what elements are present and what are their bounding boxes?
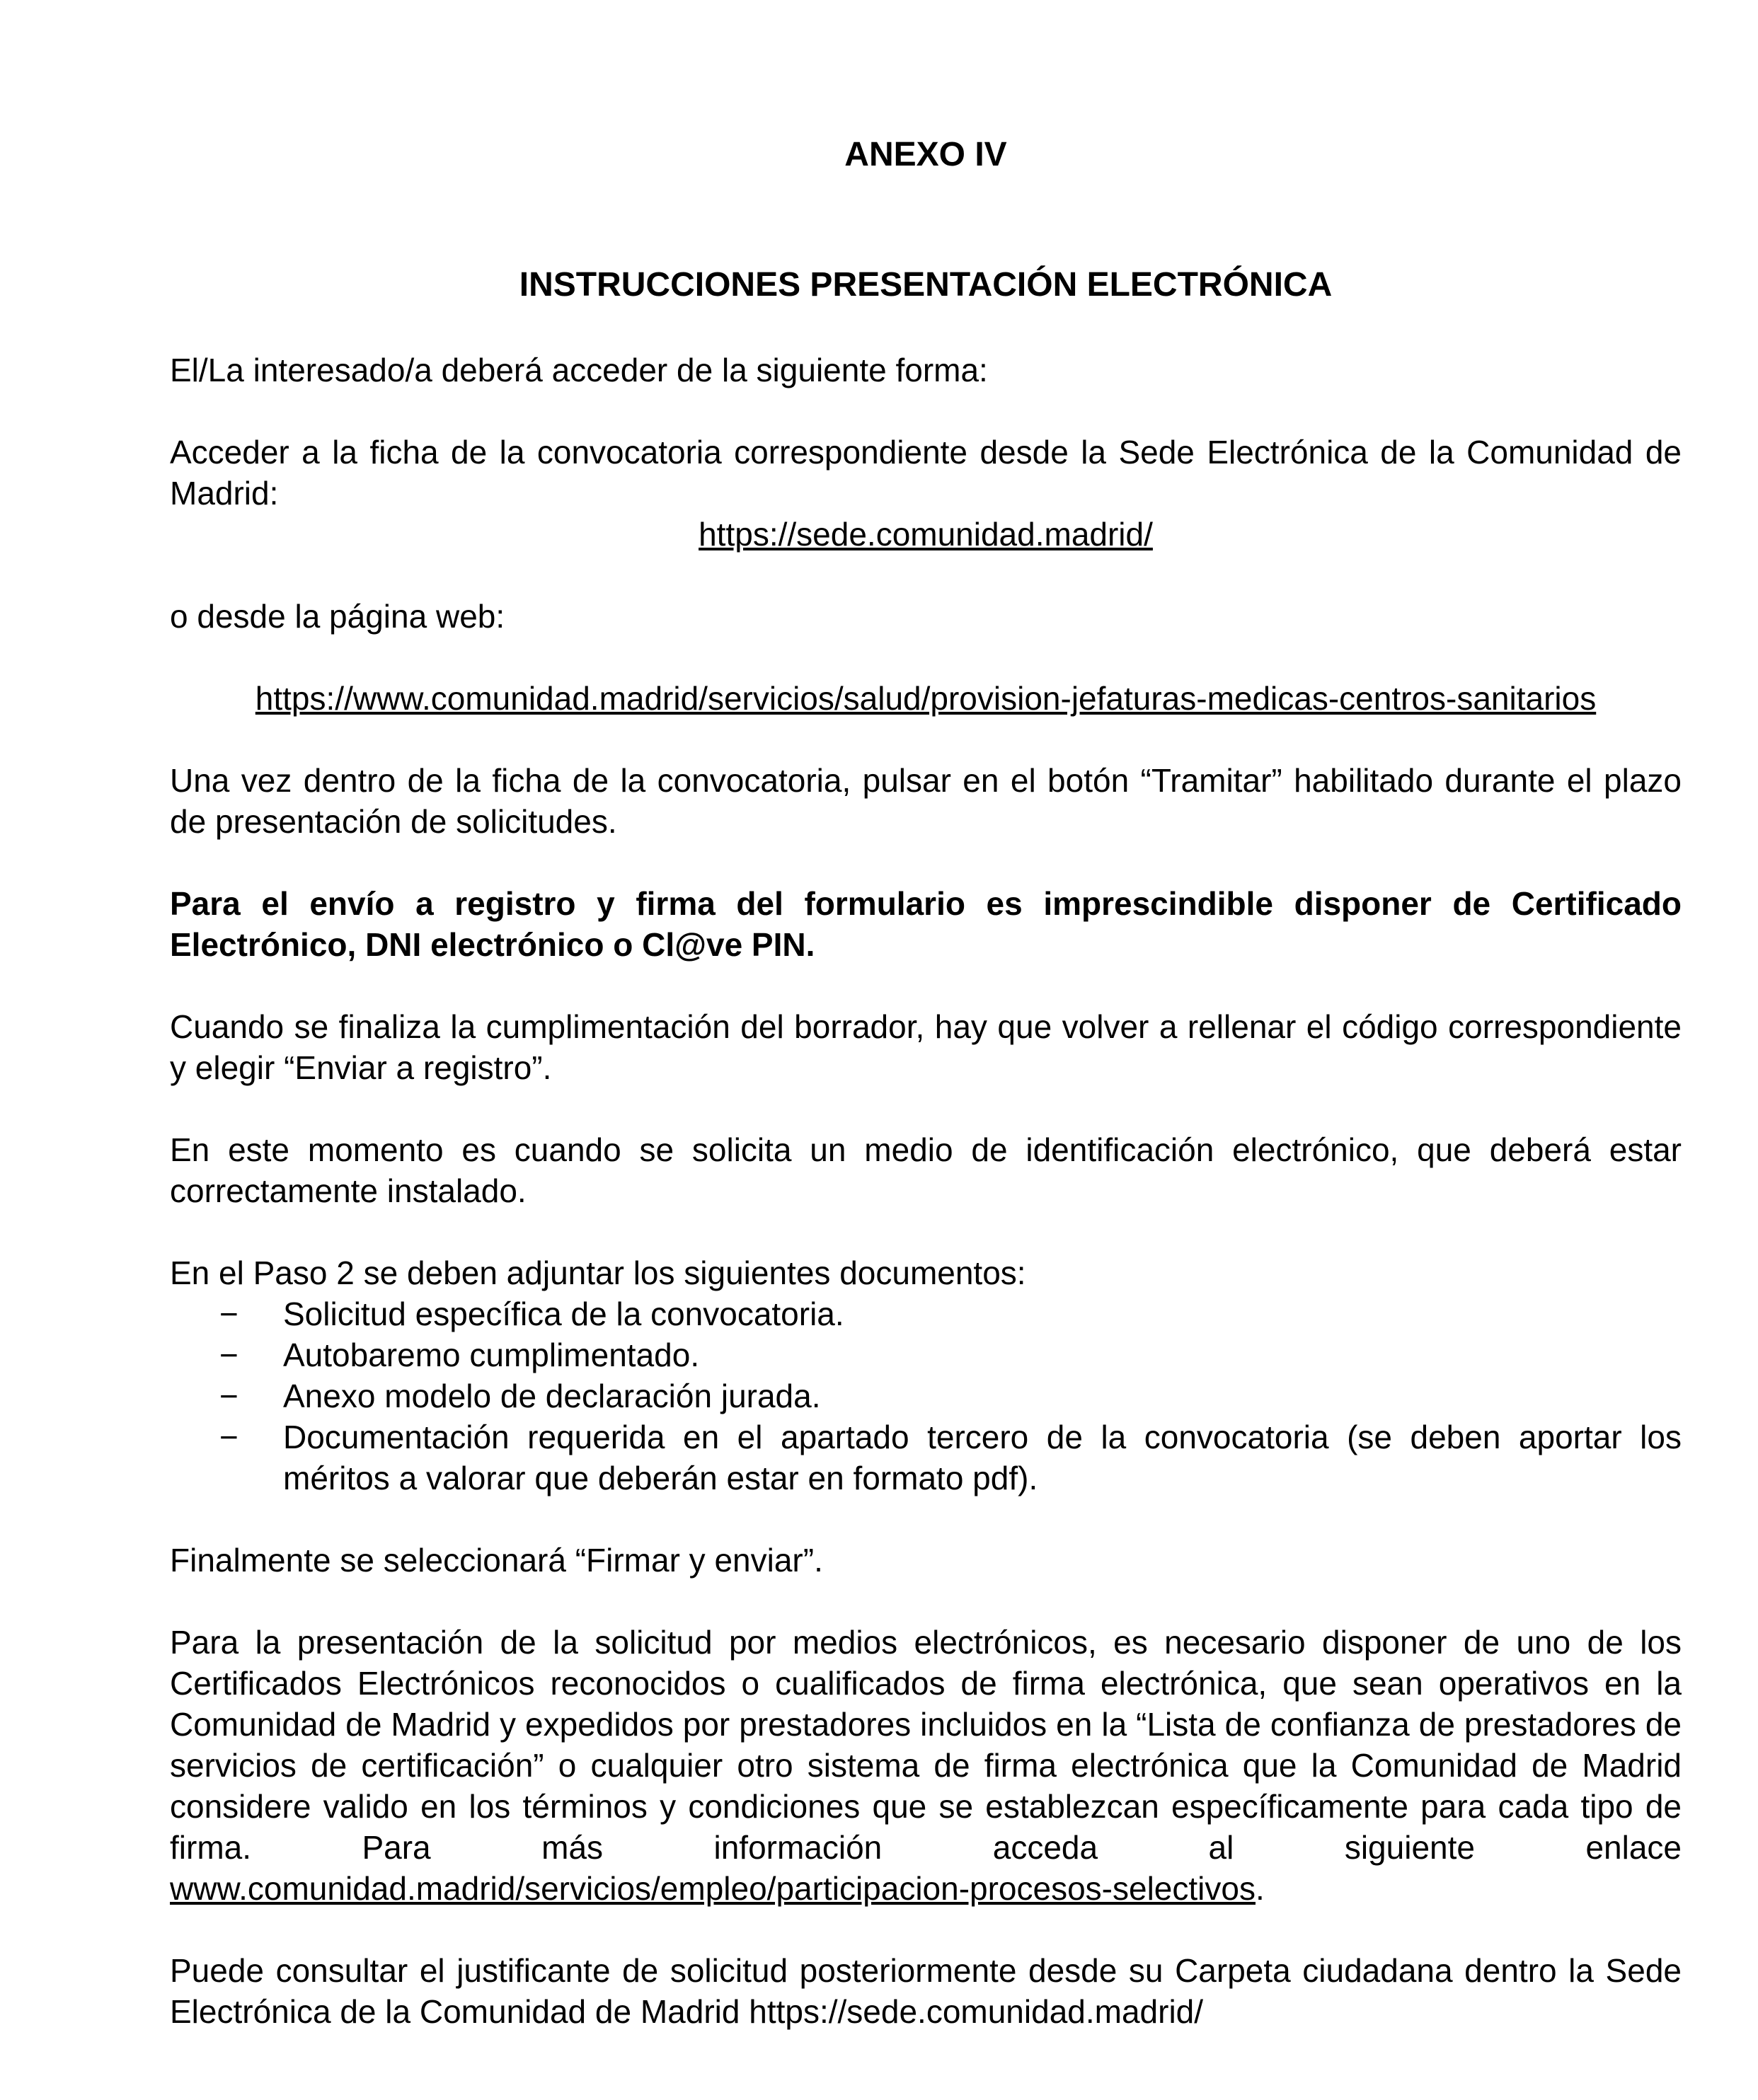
list-item xyxy=(170,1417,1682,1499)
link-procesos-selectivos[interactable]: www.comunidad.madrid/servicios/empleo/participacion-procesos-selectivos xyxy=(170,1870,1256,1907)
list-item xyxy=(170,1293,1682,1334)
list-item xyxy=(170,1334,1682,1375)
document-title: ANEXO IV xyxy=(844,136,1007,173)
list-item-text: Autobaremo cumplimentado. xyxy=(283,1337,700,1373)
paragraph-presentacion-text: Para la presentación de la solicitud por medios electrónicos, es necesario disponer de uno de los Certificados Electrónicos reconocidos o cualificados de firma electrónica, que sean operativos en la Comunidad de Madrid y expedidos por prestadores incluidos en la “Lista de confianza de prestadores de servicios de certificación” o cualquier otro sistema de firma electrónica que la Comunidad de Madrid considere valido en los términos y condiciones que se establezcan específicamente para cada tipo de firma. Para más información acceda al siguiente enlace xyxy=(170,1624,1682,1866)
paragraph-intro: El/La interesado/a deberá acceder de la siguiente forma: xyxy=(170,352,988,388)
list-item xyxy=(170,1375,1682,1417)
paragraph-presentacion-period: . xyxy=(1255,1870,1265,1907)
list-item-text: Documentación requerida en el apartado tercero de la convocatoria (se deben aportar los méritos a valorar que deberán estar en formato pdf). xyxy=(283,1419,1682,1496)
paragraph-paso2: En el Paso 2 se deben adjuntar los siguientes documentos: xyxy=(170,1254,1026,1291)
attachments-list xyxy=(170,1293,1682,1499)
line-link-ficha xyxy=(170,678,1682,719)
paragraph-acceder: Acceder a la ficha de la convocatoria correspondiente desde la Sede Electrónica de la Comunidad de Madrid: xyxy=(170,434,1682,512)
paragraph-presentacion xyxy=(170,1622,1682,1909)
list-item-text: Solicitud específica de la convocatoria. xyxy=(283,1296,844,1332)
dash-marker: − xyxy=(219,1419,239,1455)
paragraph-finalmente: Finalmente se seleccionará “Firmar y enviar”. xyxy=(170,1542,823,1579)
dash-marker: − xyxy=(219,1337,239,1373)
link-sede-electronica[interactable]: https://sede.comunidad.madrid/ xyxy=(699,516,1153,553)
line-link-sede xyxy=(170,514,1682,555)
paragraph-justificante: Puede consultar el justificante de solicitud posteriormente desde su Carpeta ciudadana dentro la Sede Electrónica de la Comunidad de Madrid https://sede.comunidad.madrid/ xyxy=(170,1952,1682,2030)
link-ficha-convocatoria[interactable]: https://www.comunidad.madrid/servicios/salud/provision-jefaturas-medicas-centros-sanitarios xyxy=(255,680,1597,717)
paragraph-o-desde: o desde la página web: xyxy=(170,598,505,635)
paragraph-una-vez: Una vez dentro de la ficha de la convocatoria, pulsar en el botón “Tramitar” habilitado durante el plazo de presentación de solicitudes. xyxy=(170,762,1682,840)
dash-marker: − xyxy=(219,1296,239,1332)
document-subtitle: INSTRUCCIONES PRESENTACIÓN ELECTRÓNICA xyxy=(519,266,1333,304)
paragraph-requisito-certificado: Para el envío a registro y firma del formulario es imprescindible disponer de Certificado Electrónico, DNI electrónico o Cl@ve PIN. xyxy=(170,885,1682,963)
paragraph-cuando-finaliza: Cuando se finaliza la cumplimentación del borrador, hay que volver a rellenar el código correspondiente y elegir “Enviar a registro”. xyxy=(170,1008,1682,1086)
dash-marker: − xyxy=(219,1378,239,1414)
list-item-text: Anexo modelo de declaración jurada. xyxy=(283,1378,821,1414)
paragraph-en-este-momento: En este momento es cuando se solicita un medio de identificación electrónico, que deberá estar correctamente instalado. xyxy=(170,1131,1682,1209)
